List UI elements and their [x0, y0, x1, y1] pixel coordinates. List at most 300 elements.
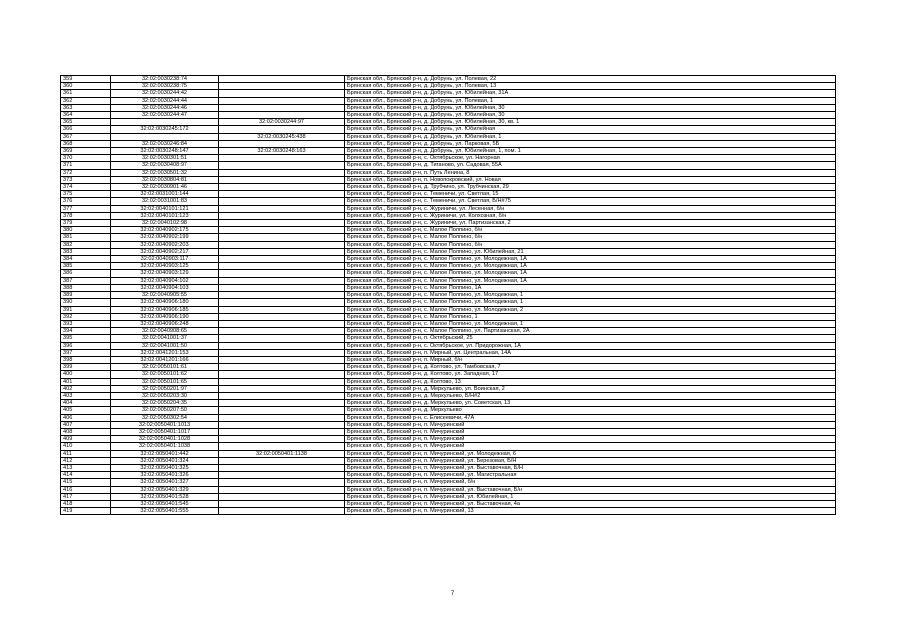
parent-cadastral-cell [219, 205, 345, 212]
address-cell: Брянская обл., Брянский р-н, п. Путь Ленина, 8 [345, 169, 836, 176]
row-number-cell: 408 [61, 428, 111, 435]
row-number-cell: 373 [61, 176, 111, 183]
cadastral-number-cell: 32:02:0040905:55 [111, 292, 219, 299]
row-number-cell: 369 [61, 148, 111, 155]
address-cell: Брянская обл., Брянский р-н, п. Мичуринский, 13 [345, 508, 836, 515]
cadastral-number-cell: 32:02:0031001:83 [111, 198, 219, 205]
parent-cadastral-cell [219, 191, 345, 198]
parent-cadastral-cell [219, 155, 345, 162]
address-cell: Брянская обл., Брянский р-н, с. Малое Полпино, б/н [345, 227, 836, 234]
parent-cadastral-cell [219, 169, 345, 176]
cadastral-number-cell: 32:02:0050401:1028 [111, 436, 219, 443]
parent-cadastral-cell [219, 313, 345, 320]
cadastral-number-cell: 32:02:0040908:65 [111, 328, 219, 335]
table-row [61, 378, 836, 385]
parent-cadastral-cell [219, 248, 345, 255]
address-cell: Брянская обл., Брянский р-н, с. Малое Полпино, ул. Молодежная, 1 [345, 292, 836, 299]
row-number-cell: 380 [61, 227, 111, 234]
cadastral-number-cell: 32:02:0050401:1038 [111, 443, 219, 450]
cadastral-number-cell: 32:02:0050401:325 [111, 464, 219, 471]
cadastral-number-cell: 32:02:0040903:117 [111, 256, 219, 263]
row-number-cell: 400 [61, 371, 111, 378]
parent-cadastral-cell [219, 176, 345, 183]
row-number-cell: 387 [61, 277, 111, 284]
row-number-cell: 402 [61, 385, 111, 392]
address-cell: Брянская обл., Брянский р-н, п. Мичуринский, ул. Березовая, Б/Н [345, 457, 836, 464]
table-row [61, 443, 836, 450]
parent-cadastral-cell [219, 227, 345, 234]
table-row [61, 284, 836, 291]
address-cell: Брянская обл., Брянский р-н, д. Добрунь, ул. Юбилейная, 1 [345, 133, 836, 140]
address-cell: Брянская обл., Брянский р-н, д. Тиганово, ул. Садовая, 55А [345, 162, 836, 169]
parent-cadastral-cell: 32:02:0050401:1138 [219, 450, 345, 457]
row-number-cell: 398 [61, 356, 111, 363]
address-cell: Брянская обл., Брянский р-н, д. Трубчино, ул. Трубчинская, 29 [345, 184, 836, 191]
parent-cadastral-cell [219, 270, 345, 277]
row-number-cell: 362 [61, 97, 111, 104]
address-cell: Брянская обл., Брянский р-н, д. Добрунь, ул. Юбилейная, 31А [345, 90, 836, 97]
address-cell: Брянская обл., Брянский р-н, п. Мичуринский, ул. Выставочная, Б/н [345, 486, 836, 493]
cadastral-number-cell: 32:02:0050204:35 [111, 400, 219, 407]
row-number-cell: 367 [61, 133, 111, 140]
address-cell: Брянская обл., Брянский р-н, д. Колтово, ул. Тамбовская, 7 [345, 364, 836, 371]
cadastral-number-cell: 32:02:0030244:46 [111, 104, 219, 111]
cadastral-number-cell: 32:02:0030301:51 [111, 155, 219, 162]
row-number-cell: 378 [61, 212, 111, 219]
address-cell: Брянская обл., Брянский р-н, п. Мичуринский, ул. Магистральная [345, 472, 836, 479]
table-row [61, 248, 836, 255]
parent-cadastral-cell [219, 306, 345, 313]
address-cell: Брянская обл., Брянский р-н, п. Мирный, б/н [345, 356, 836, 363]
parent-cadastral-cell [219, 378, 345, 385]
cadastral-number-cell: 32:02:0030901:46 [111, 184, 219, 191]
cadastral-number-cell: 32:02:0050401:1013 [111, 421, 219, 428]
cadastral-number-cell: 32:02:0050401:324 [111, 457, 219, 464]
table-row [61, 234, 836, 241]
cadastral-number-cell: 32:02:0030244:44 [111, 97, 219, 104]
cadastral-number-cell: 32:02:0030238:75 [111, 83, 219, 90]
table-row [61, 191, 836, 198]
table-row [61, 198, 836, 205]
table-row [61, 493, 836, 500]
row-number-cell: 392 [61, 313, 111, 320]
address-cell: Брянская обл., Брянский р-н, д. Добрунь, ул. Юбилейная, 30 [345, 112, 836, 119]
address-cell: Брянская обл., Брянский р-н, д. Добрунь, ул. Юбилейная, 30 [345, 104, 836, 111]
address-cell: Брянская обл., Брянский р-н, п. Новопокровский, ул. Новая [345, 176, 836, 183]
table-row [61, 306, 836, 313]
parent-cadastral-cell [219, 212, 345, 219]
table-row [61, 392, 836, 399]
parent-cadastral-cell [219, 392, 345, 399]
table-row [61, 342, 836, 349]
row-number-cell: 401 [61, 378, 111, 385]
address-cell: Брянская обл., Брянский р-н, п. Мичуринский, ул. Выставочная, 4а [345, 500, 836, 507]
parent-cadastral-cell [219, 241, 345, 248]
cadastral-number-cell: 32:02:0040906:180 [111, 299, 219, 306]
parent-cadastral-cell [219, 479, 345, 486]
row-number-cell: 416 [61, 486, 111, 493]
parent-cadastral-cell [219, 364, 345, 371]
address-cell: Брянская обл., Брянский р-н, п. Мичуринский, б/н [345, 479, 836, 486]
table-row [61, 256, 836, 263]
table-row [61, 349, 836, 356]
address-cell: Брянская обл., Брянский р-н, п. Мичуринский [345, 443, 836, 450]
parent-cadastral-cell [219, 97, 345, 104]
address-cell: Брянская обл., Брянский р-н, с. Малое Полпино, ул. Молодежная, 1А [345, 270, 836, 277]
address-cell: Брянская обл., Брянский р-н, д. Добрунь, ул. Юбилейная, 1, пом. 1 [345, 148, 836, 155]
row-number-cell: 375 [61, 191, 111, 198]
address-cell: Брянская обл., Брянский р-н, с. Малое Полпино, ул. Юбилейная, 21 [345, 248, 836, 255]
table-row [61, 205, 836, 212]
cadastral-number-cell [111, 119, 219, 126]
row-number-cell: 395 [61, 335, 111, 342]
cadastral-number-cell: 32:02:0050101:62 [111, 371, 219, 378]
cadastral-number-cell: 32:02:0040902:217 [111, 248, 219, 255]
cadastral-number-cell: 32:02:0050401:528 [111, 493, 219, 500]
table-row [61, 119, 836, 126]
page-number: 7 [450, 591, 455, 597]
cadastral-number-cell: 32:02:0050101:61 [111, 364, 219, 371]
table-row [61, 241, 836, 248]
table-row [61, 220, 836, 227]
table-row [61, 421, 836, 428]
cadastral-number-cell: 32:02:0040906:190 [111, 313, 219, 320]
table-row [61, 140, 836, 147]
cadastral-number-cell: 32:02:0050401:329 [111, 486, 219, 493]
cadastral-number-cell: 32:02:0040101:121 [111, 205, 219, 212]
table-row [61, 486, 836, 493]
row-number-cell: 368 [61, 140, 111, 147]
address-cell: Брянская обл., Брянский р-н, с. Елисеевичи, 47А [345, 414, 836, 421]
table-row [61, 400, 836, 407]
table-row [61, 227, 836, 234]
row-number-cell: 385 [61, 263, 111, 270]
cadastral-number-cell: 32:02:0050207:50 [111, 407, 219, 414]
cadastral-number-cell: 32:02:0050401:326 [111, 472, 219, 479]
table-row [61, 407, 836, 414]
table-row [61, 184, 836, 191]
parent-cadastral-cell [219, 443, 345, 450]
cadastral-number-cell: 32:02:0040906:185 [111, 306, 219, 313]
parent-cadastral-cell [219, 349, 345, 356]
parent-cadastral-cell: 32:02:0030245:438 [219, 133, 345, 140]
row-number-cell: 399 [61, 364, 111, 371]
address-cell: Брянская обл., Брянский р-н, д. Меркульево, ул. Советская, 13 [345, 400, 836, 407]
address-cell: Брянская обл., Брянский р-н, д. Меркульево, Б/Н#2 [345, 392, 836, 399]
address-cell: Брянская обл., Брянский р-н, п. Мичуринский, ул. Юбилейная, 1 [345, 493, 836, 500]
table-row [61, 457, 836, 464]
parent-cadastral-cell [219, 234, 345, 241]
address-cell: Брянская обл., Брянский р-н, д. Добрунь, ул. Парковая, 5Б [345, 140, 836, 147]
parent-cadastral-cell [219, 493, 345, 500]
row-number-cell: 361 [61, 90, 111, 97]
address-cell: Брянская обл., Брянский р-н, с. Малое Полпино, ул. Молодежная, 1А [345, 263, 836, 270]
row-number-cell: 382 [61, 241, 111, 248]
cadastral-number-cell: 32:02:0050401:1017 [111, 428, 219, 435]
row-number-cell: 364 [61, 112, 111, 119]
address-cell: Брянская обл., Брянский р-н, п. Мичуринский [345, 436, 836, 443]
table-row [61, 90, 836, 97]
table-row [61, 320, 836, 327]
parent-cadastral-cell [219, 371, 345, 378]
cadastral-number-cell: 32:02:0030244:42 [111, 90, 219, 97]
parent-cadastral-cell [219, 356, 345, 363]
address-cell: Брянская обл., Брянский р-н, с. Октябрьское, ул. Нагорная [345, 155, 836, 162]
parent-cadastral-cell [219, 335, 345, 342]
table-row [61, 335, 836, 342]
parent-cadastral-cell [219, 328, 345, 335]
row-number-cell: 415 [61, 479, 111, 486]
row-number-cell: 391 [61, 306, 111, 313]
row-number-cell: 377 [61, 205, 111, 212]
address-cell: Брянская обл., Брянский р-н, п. Мичуринский, ул. Молодежная, 6 [345, 450, 836, 457]
cadastral-number-cell: 32:02:0040902:203 [111, 241, 219, 248]
address-cell: Брянская обл., Брянский р-н, д. Колтово, 13 [345, 378, 836, 385]
row-number-cell: 407 [61, 421, 111, 428]
row-number-cell: 419 [61, 508, 111, 515]
table-row [61, 263, 836, 270]
parent-cadastral-cell [219, 263, 345, 270]
parent-cadastral-cell [219, 342, 345, 349]
table-row [61, 472, 836, 479]
table-row [61, 169, 836, 176]
table-row [61, 148, 836, 155]
parent-cadastral-cell [219, 76, 345, 83]
parent-cadastral-cell [219, 104, 345, 111]
table-row [61, 436, 836, 443]
row-number-cell: 388 [61, 284, 111, 291]
row-number-cell: 397 [61, 349, 111, 356]
row-number-cell: 366 [61, 126, 111, 133]
table-row [61, 112, 836, 119]
parent-cadastral-cell [219, 472, 345, 479]
cadastral-number-cell: 32:02:0030245:172 [111, 126, 219, 133]
cadastral-number-cell: 32:02:0041201:166 [111, 356, 219, 363]
parent-cadastral-cell [219, 112, 345, 119]
address-cell: Брянская обл., Брянский р-н, с. Журиничи, ул. Партизанская, 2 [345, 220, 836, 227]
parent-cadastral-cell [219, 385, 345, 392]
address-cell: Брянская обл., Брянский р-н, с. Малое Полпино, 1 [345, 313, 836, 320]
cadastral-number-cell: 32:02:0040102:98 [111, 220, 219, 227]
row-number-cell: 405 [61, 407, 111, 414]
cadastral-number-cell: 32:02:0050201:97 [111, 385, 219, 392]
row-number-cell: 376 [61, 198, 111, 205]
row-number-cell: 360 [61, 83, 111, 90]
table-row [61, 479, 836, 486]
row-number-cell: 374 [61, 184, 111, 191]
parent-cadastral-cell [219, 256, 345, 263]
address-cell: Брянская обл., Брянский р-н, с. Теменичи, ул. Светлая, 15 [345, 191, 836, 198]
cadastral-number-cell: 32:02:0050203:30 [111, 392, 219, 399]
address-cell: Брянская обл., Брянский р-н, с. Малое Полпино, ул. Молодежная, 1 [345, 299, 836, 306]
table-row [61, 83, 836, 90]
row-number-cell: 390 [61, 299, 111, 306]
table-row [61, 450, 836, 457]
address-cell: Брянская обл., Брянский р-н, д. Добрунь, ул. Полевая, 13 [345, 83, 836, 90]
address-cell: Брянская обл., Брянский р-н, д. Добрунь, ул. Юбилейная [345, 126, 836, 133]
parent-cadastral-cell [219, 500, 345, 507]
address-cell: Брянская обл., Брянский р-н, д. Колтово, ул. Западная, 17 [345, 371, 836, 378]
cadastral-number-cell: 32:02:0040101:123 [111, 212, 219, 219]
cadastral-number-cell: 32:02:0040904:103 [111, 284, 219, 291]
cadastral-number-cell: 32:02:0030248:147 [111, 148, 219, 155]
cadastral-number-cell: 32:02:0031001:144 [111, 191, 219, 198]
table-row [61, 328, 836, 335]
row-number-cell: 414 [61, 472, 111, 479]
address-cell: Брянская обл., Брянский р-н, с. Малое Полпино, 1А [345, 284, 836, 291]
cadastral-number-cell: 32:02:0030408:97 [111, 162, 219, 169]
address-cell: Брянская обл., Брянский р-н, с. Журиничи, ул. Колхозная, б/н [345, 212, 836, 219]
row-number-cell: 371 [61, 162, 111, 169]
parent-cadastral-cell [219, 220, 345, 227]
table-row [61, 464, 836, 471]
cadastral-number-cell: 32:02:0050401:555 [111, 508, 219, 515]
row-number-cell: 379 [61, 220, 111, 227]
cadastral-number-cell: 32:02:0030244:47 [111, 112, 219, 119]
cadastral-number-cell: 32:02:0040903:125 [111, 263, 219, 270]
parent-cadastral-cell: 32:02:0030244:97 [219, 119, 345, 126]
table-row [61, 277, 836, 284]
parent-cadastral-cell [219, 457, 345, 464]
address-cell: Брянская обл., Брянский р-н, п. Октябрьский, 25 [345, 335, 836, 342]
parent-cadastral-cell [219, 486, 345, 493]
parent-cadastral-cell [219, 284, 345, 291]
row-number-cell: 418 [61, 500, 111, 507]
row-number-cell: 410 [61, 443, 111, 450]
parent-cadastral-cell [219, 83, 345, 90]
cadastral-number-cell: 32:02:0030501:32 [111, 169, 219, 176]
row-number-cell: 389 [61, 292, 111, 299]
address-cell: Брянская обл., Брянский р-н, с. Октябрьское, ул. Придорожная, 1А [345, 342, 836, 349]
parent-cadastral-cell [219, 184, 345, 191]
parent-cadastral-cell [219, 436, 345, 443]
parent-cadastral-cell [219, 198, 345, 205]
row-number-cell: 381 [61, 234, 111, 241]
address-cell: Брянская обл., Брянский р-н, п. Мичуринский [345, 428, 836, 435]
table-body [61, 76, 836, 515]
table-row [61, 385, 836, 392]
parent-cadastral-cell [219, 126, 345, 133]
address-cell: Брянская обл., Брянский р-н, с. Журиничи, ул. Лесенная, б/н [345, 205, 836, 212]
address-cell: Брянская обл., Брянский р-н, с. Малое Полпино, ул. Молодежная, 1А [345, 256, 836, 263]
address-cell: Брянская обл., Брянский р-н, д. Добрунь, ул. Полевая, 22 [345, 76, 836, 83]
cadastral-number-cell: 32:02:0041201:153 [111, 349, 219, 356]
row-number-cell: 386 [61, 270, 111, 277]
table-row [61, 104, 836, 111]
cadastral-number-cell: 32:02:0040902:175 [111, 227, 219, 234]
parent-cadastral-cell [219, 421, 345, 428]
row-number-cell: 365 [61, 119, 111, 126]
table-row [61, 212, 836, 219]
table-row [61, 162, 836, 169]
row-number-cell: 413 [61, 464, 111, 471]
cadastral-number-cell: 32:02:0050401:327 [111, 479, 219, 486]
row-number-cell: 406 [61, 414, 111, 421]
table-row [61, 313, 836, 320]
row-number-cell: 359 [61, 76, 111, 83]
address-cell: Брянская обл., Брянский р-н, п. Мичуринский, ул. Выставочная, Б/Н [345, 464, 836, 471]
cadastral-number-cell: 32:02:0030804:81 [111, 176, 219, 183]
row-number-cell: 370 [61, 155, 111, 162]
row-number-cell: 384 [61, 256, 111, 263]
row-number-cell: 363 [61, 104, 111, 111]
table-row [61, 126, 836, 133]
table-row [61, 97, 836, 104]
table-row [61, 299, 836, 306]
table-row [61, 356, 836, 363]
parent-cadastral-cell [219, 292, 345, 299]
cadastral-number-cell: 32:02:0040902:199 [111, 234, 219, 241]
address-cell: Брянская обл., Брянский р-н, д. Меркульево [345, 407, 836, 414]
parent-cadastral-cell [219, 277, 345, 284]
table-row [61, 500, 836, 507]
table-row [61, 364, 836, 371]
address-cell: Брянская обл., Брянский р-н, д. Меркульево, ул. Воинская, 2 [345, 385, 836, 392]
address-cell: Брянская обл., Брянский р-н, д. Добрунь, ул. Юбилейная, 30, кв. 1 [345, 119, 836, 126]
parent-cadastral-cell [219, 508, 345, 515]
address-cell: Брянская обл., Брянский р-н, с. Малое Полпино, б/н [345, 234, 836, 241]
cadastral-number-cell: 32:02:0050401:545 [111, 500, 219, 507]
address-cell: Брянская обл., Брянский р-н, с. Малое Полпино, ул. Молодежная, 1А [345, 277, 836, 284]
table-row [61, 155, 836, 162]
address-cell: Брянская обл., Брянский р-н, с. Малое Полпино, ул. Партизанская, 2А [345, 328, 836, 335]
table-row [61, 292, 836, 299]
parent-cadastral-cell [219, 162, 345, 169]
row-number-cell: 411 [61, 450, 111, 457]
row-number-cell: 409 [61, 436, 111, 443]
cadastral-number-cell: 32:02:0030238:74 [111, 76, 219, 83]
cadastral-number-cell: 32:02:0040906:248 [111, 320, 219, 327]
row-number-cell: 404 [61, 400, 111, 407]
cadastral-number-cell: 32:02:0050101:65 [111, 378, 219, 385]
address-cell: Брянская обл., Брянский р-н, с. Малое Полпино, ул. Молодежная, 2 [345, 306, 836, 313]
table-row [61, 176, 836, 183]
table-row [61, 508, 836, 515]
table-row [61, 414, 836, 421]
row-number-cell: 396 [61, 342, 111, 349]
row-number-cell: 394 [61, 328, 111, 335]
cadastral-number-cell: 32:02:0040904:102 [111, 277, 219, 284]
table-row [61, 133, 836, 140]
cadastral-number-cell: 32:02:0041001:50 [111, 342, 219, 349]
address-cell: Брянская обл., Брянский р-н, д. Добрунь, ул. Полевая, 1 [345, 97, 836, 104]
address-cell: Брянская обл., Брянский р-н, с. Малое Полпино, б/н [345, 241, 836, 248]
row-number-cell: 412 [61, 457, 111, 464]
address-cell: Брянская обл., Брянский р-н, п. Мирный, ул. Центральная, 14А [345, 349, 836, 356]
cadastral-number-cell: 32:02:0030246:84 [111, 140, 219, 147]
parent-cadastral-cell [219, 299, 345, 306]
table-row [61, 371, 836, 378]
address-cell: Брянская обл., Брянский р-н, с. Теменичи, ул. Светлая, Б/Н#75 [345, 198, 836, 205]
address-cell: Брянская обл., Брянский р-н, п. Мичуринский [345, 421, 836, 428]
parent-cadastral-cell [219, 464, 345, 471]
cadastral-number-cell: 32:02:0050302:54 [111, 414, 219, 421]
table-row [61, 76, 836, 83]
cadastral-number-cell: 32:02:0041001:37 [111, 335, 219, 342]
parent-cadastral-cell: 32:02:0030248:163 [219, 148, 345, 155]
row-number-cell: 403 [61, 392, 111, 399]
cadastral-number-cell: 32:02:0050401:442 [111, 450, 219, 457]
address-cell: Брянская обл., Брянский р-н, с. Малое Полпино, ул. Молодежная, 1 [345, 320, 836, 327]
cadastral-number-cell: 32:02:0040903:129 [111, 270, 219, 277]
parent-cadastral-cell [219, 414, 345, 421]
cadastral-table [60, 75, 836, 515]
row-number-cell: 417 [61, 493, 111, 500]
row-number-cell: 383 [61, 248, 111, 255]
row-number-cell: 372 [61, 169, 111, 176]
parent-cadastral-cell [219, 320, 345, 327]
parent-cadastral-cell [219, 140, 345, 147]
